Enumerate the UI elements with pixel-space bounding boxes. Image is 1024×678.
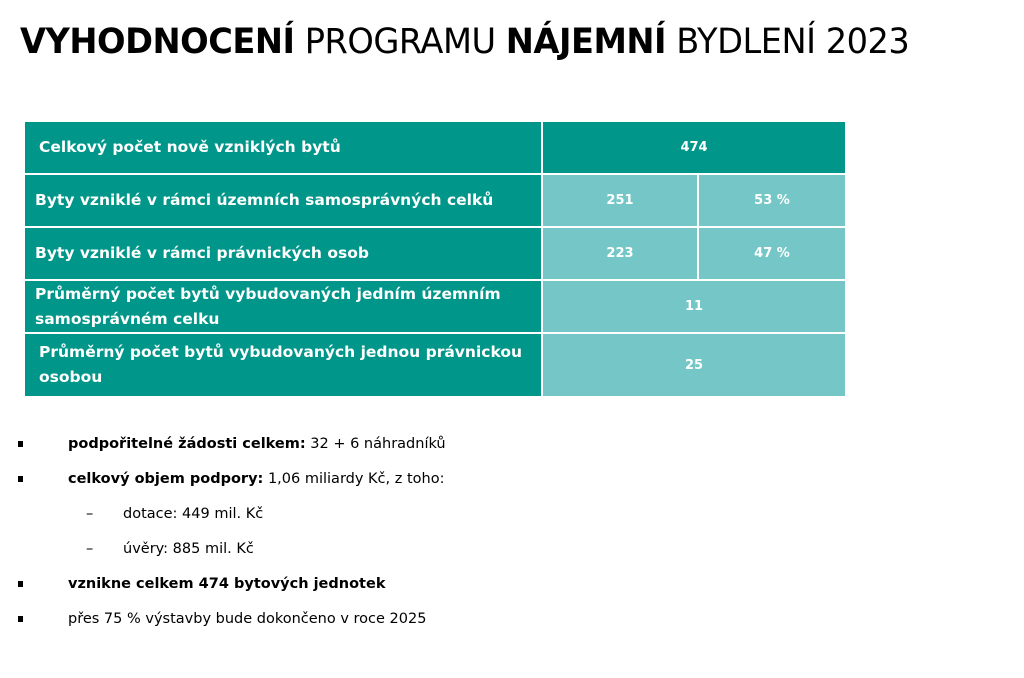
row-value: 251: [542, 174, 698, 227]
sub-list-item: [18, 537, 446, 572]
row-label: Průměrný počet bytů vybudovaných jedním územním samosprávném celku: [24, 280, 542, 333]
table-row: [24, 227, 846, 280]
sub-list-item: [18, 502, 446, 537]
title-part-evaluation: VYHODNOCENÍ: [20, 22, 295, 62]
summary-list: [18, 432, 446, 642]
table-row: [24, 333, 846, 397]
list-item: [18, 607, 446, 642]
row-value: 11: [542, 280, 846, 333]
list-item: [18, 467, 446, 502]
item-text: úvěry: 885 mil. Kč: [123, 541, 254, 557]
item-text: 32 + 6 náhradníků: [305, 436, 446, 452]
table-row: [24, 121, 846, 174]
row-value: 25: [542, 333, 846, 397]
row-label: Byty vzniklé v rámci právnických osob: [24, 227, 542, 280]
list-item: [18, 432, 446, 467]
title-part-program: PROGRAMU: [304, 22, 496, 62]
table-row: [24, 280, 846, 333]
table-row: [24, 174, 846, 227]
item-text: 1,06 miliardy Kč, z toho:: [263, 471, 445, 487]
item-text: přes 75 % výstavby bude dokončeno v roce 2025: [68, 611, 427, 627]
page-title: [20, 22, 909, 62]
square-bullet-icon: [18, 476, 23, 482]
row-value: 474: [542, 121, 846, 174]
row-value: 223: [542, 227, 698, 280]
row-percent: 53 %: [698, 174, 846, 227]
item-label: celkový objem podpory:: [68, 471, 264, 487]
dash-bullet-icon: –: [86, 506, 94, 522]
row-label: Průměrný počet bytů vybudovaných jednou právnickou osobou: [24, 333, 542, 397]
square-bullet-icon: [18, 616, 23, 622]
list-item: [18, 572, 446, 607]
title-part-housing: BYDLENÍ 2023: [676, 22, 910, 62]
square-bullet-icon: [18, 441, 23, 447]
dash-bullet-icon: –: [86, 541, 94, 557]
statistics-table: [23, 120, 847, 398]
item-label: vznikne celkem 474 bytových jednotek: [68, 576, 386, 592]
item-label: podpořitelné žádosti celkem:: [68, 436, 306, 452]
row-label: Celkový počet nově vzniklých bytů: [24, 121, 542, 174]
square-bullet-icon: [18, 581, 23, 587]
row-label: Byty vzniklé v rámci územních samosprávných celků: [24, 174, 542, 227]
title-part-rental: NÁJEMNÍ: [505, 22, 667, 62]
row-percent: 47 %: [698, 227, 846, 280]
item-text: dotace: 449 mil. Kč: [123, 506, 264, 522]
